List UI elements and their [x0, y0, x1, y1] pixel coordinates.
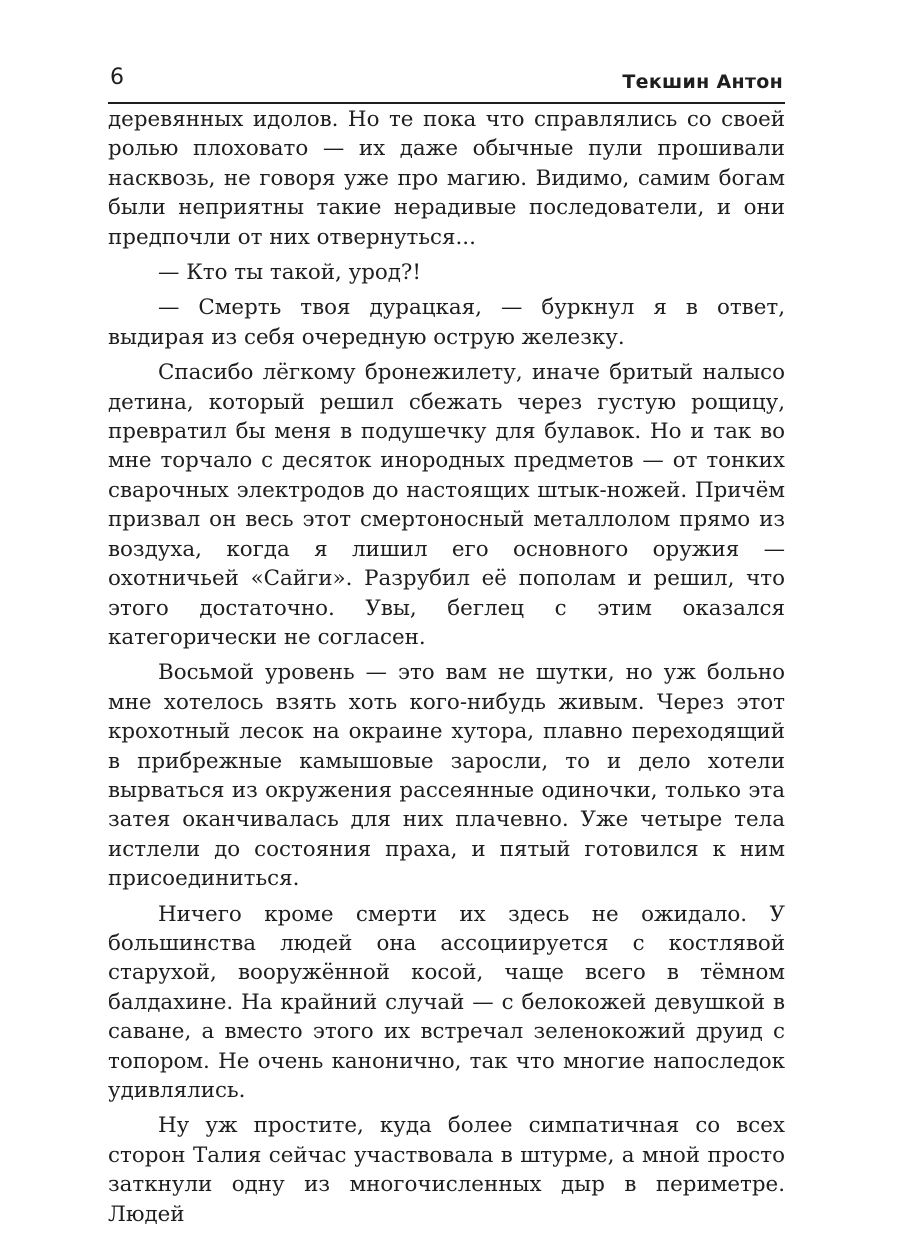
- paragraph: — Смерть твоя дурацкая, — буркнул я в ответ, выдирая из себя очередную острую железку.: [108, 295, 785, 350]
- paragraph: Ничего кроме смерти их здесь не ожидало. У большинства людей она ассоциируется с костлявой старухой, вооружённой косой, чаще всего в тёмном балдахине. На крайний случай — с белокожей девушкой в саване, а вместо этого их встречал зеленокожий друид с топором. Не очень канонично, так что многие напоследок удивлялись.: [108, 901, 785, 1103]
- running-header: [108, 62, 785, 104]
- author-name: Текшин Антон: [622, 71, 783, 93]
- paragraph: — Кто ты такой, урод?!: [158, 260, 421, 286]
- page-number: 6: [110, 65, 124, 90]
- paragraph: Ну уж простите, куда более симпатичная со всех сторон Талия сейчас участвовала в штурме, а мной просто заткнули одну из многочисленных дыр в периметре. Людей: [108, 1113, 785, 1227]
- paragraph: Спасибо лёгкому бронежилету, иначе бритый налысо детина, который решил сбежать через густую рощицу, превратил бы меня в подушечку для булавок. Но и так во мне торчало с десяток инородных предметов — от тонких сварочных электродов до настоящих штык-ножей. Причём призвал он весь этот смертоносный металлолом прямо из воздуха, когда я лишил его основного оружия — охотничьей «Сайги». Разрубил её пополам и решил, что этого достаточно. Увы, беглец с этим оказался категорически не согласен.: [108, 360, 785, 650]
- paragraph: деревянных идолов. Но те пока что справлялись со своей ролью плоховато — их даже обычные пули прошивали насквозь, не говоря уже про магию. Видимо, самим богам были неприятны такие нерадивые последователи, и они предпочли от них отвернуться...: [108, 107, 785, 250]
- paragraph: Восьмой уровень — это вам не шутки, но уж больно мне хотелось взять хоть кого-нибудь живым. Через этот крохотный лесок на окраине хутора, плавно переходящий в прибрежные камышовые заросли, то и дело хотели вырваться из окружения рассеянные одиночки, только эта затея оканчивалась для них плачевно. Уже четыре тела истлели до состояния праха, и пятый готовился к ним присоединиться.: [108, 660, 785, 892]
- body-text: [108, 105, 785, 1235]
